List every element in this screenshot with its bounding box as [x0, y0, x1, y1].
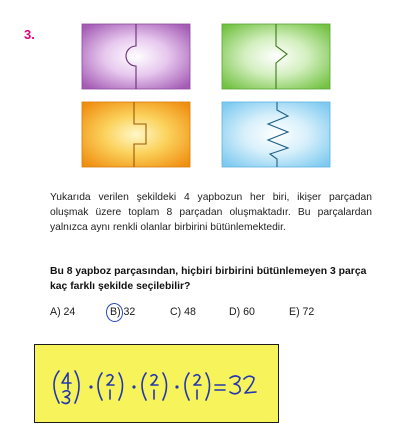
question-prompt: Bu 8 yapboz parçasından, hiçbiri birbirini bütünlemeyen 3 parça kaç farklı şekilde seçilebilir?	[50, 266, 367, 292]
handwritten-solution-box	[34, 344, 279, 423]
answer-options	[50, 306, 380, 322]
blue-puzzle	[222, 102, 330, 167]
question-number: 3.	[24, 27, 35, 42]
question-body-text: Yukarıda verilen şekildeki 4 yapbozun her biri, ikişer parçadan oluşmak üzere toplam 8 parçadan oluşmaktadır. Bu parçalardan yalnızca aynı renkli olanlar birbirini bütünlemektedir.	[50, 192, 372, 233]
orange-puzzle	[82, 102, 190, 167]
option-c[interactable]: C) 48	[170, 306, 196, 318]
option-a[interactable]: A) 24	[50, 306, 76, 318]
option-b-label: B) 32	[110, 306, 136, 318]
option-e[interactable]: E) 72	[289, 306, 315, 318]
puzzle-figure	[0, 0, 406, 180]
handwritten-solution	[35, 345, 280, 424]
option-b[interactable]	[110, 306, 135, 318]
option-d[interactable]: D) 60	[229, 306, 255, 318]
green-puzzle	[222, 24, 330, 89]
purple-puzzle	[82, 24, 190, 89]
